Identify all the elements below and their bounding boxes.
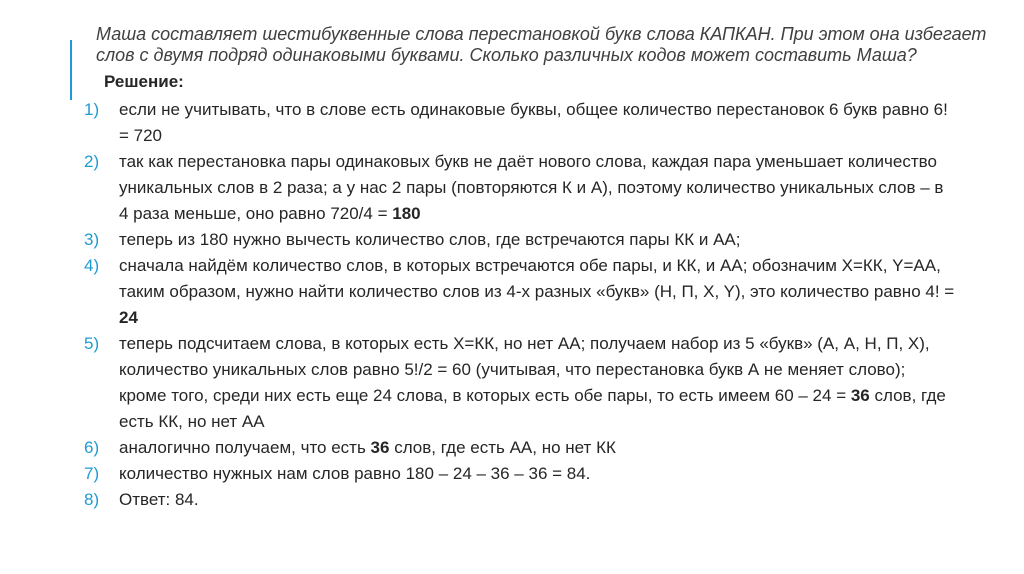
step-text: 4 раза меньше, оно равно 720/4 = <box>119 204 393 223</box>
step-number: 6) <box>84 438 100 457</box>
step-text-line <box>119 383 989 409</box>
task-statement <box>96 24 996 66</box>
step-text: слов, где есть АА, но нет КК <box>389 438 616 457</box>
step-8 <box>84 487 989 513</box>
step-result: 24 <box>119 308 138 327</box>
solution-steps <box>84 97 989 513</box>
solution-title: Решение: <box>104 72 184 91</box>
step-result: 36 <box>370 438 390 457</box>
step-number: 5) <box>84 334 100 353</box>
task-line: слов с двумя подряд одинаковыми буквами. Сколько различных кодов может составить Маша? <box>96 45 917 65</box>
task-line: Маша составляет шестибуквенные слова перестановкой букв слова КАПКАН. При этом она избегает <box>96 24 987 44</box>
step-text: если не учитывать, что в слове есть одинаковые буквы, общее количество перестановок 6 букв равно 6! <box>119 100 948 119</box>
step-text: слов, где <box>869 386 946 405</box>
step-text: количество нужных нам слов равно 180 – 24 – 36 – 36 = 84. <box>119 464 591 483</box>
step-number: 7) <box>84 464 100 483</box>
step-5 <box>84 331 989 435</box>
accent-bar <box>70 40 72 100</box>
step-text: кроме того, среди них есть еще 24 слова, в которых есть обе пары, то есть имеем 60 – 24 = <box>119 386 851 405</box>
step-text: теперь из 180 нужно вычесть количество слов, где встречаются пары КК и АА; <box>119 230 741 249</box>
step-text: уникальных слов в 2 раза; а у нас 2 пары (повторяются К и А), поэтому количество уникальных слов – в <box>119 178 944 197</box>
step-1 <box>84 97 989 149</box>
step-number: 2) <box>84 152 100 171</box>
step-text: есть КК, но нет АА <box>119 412 265 431</box>
step-text-line <box>119 201 989 227</box>
step-3 <box>84 227 989 253</box>
step-text: Ответ: 84. <box>119 490 199 509</box>
step-7 <box>84 461 989 487</box>
step-text: теперь подсчитаем слова, в которых есть X=КК, но нет АА; получаем набор из 5 «букв» (А, А, Н, П, X), <box>119 334 930 353</box>
step-text: аналогично получаем, что есть <box>119 438 371 457</box>
step-4 <box>84 253 989 331</box>
step-2 <box>84 149 989 227</box>
step-text: количество уникальных слов равно 5!/2 = 60 (учитывая, что перестановка букв А не меняет слово); <box>119 360 906 379</box>
step-number: 1) <box>84 100 100 119</box>
step-result: 180 <box>392 204 421 223</box>
step-text: = 720 <box>119 126 163 145</box>
step-number: 3) <box>84 230 100 249</box>
step-text: сначала найдём количество слов, в которых встречаются обе пары, и КК, и АА; обозначим X=КК, Y=АА, <box>119 256 941 275</box>
step-text: так как перестановка пары одинаковых букв не даёт нового слова, каждая пара уменьшает количество <box>119 152 937 171</box>
step-number: 8) <box>84 490 100 509</box>
step-result: 36 <box>850 386 870 405</box>
step-text-line <box>119 435 989 461</box>
step-text: таким образом, нужно найти количество слов из 4-х разных «букв» (Н, П, X, Y), это количество равно 4! = <box>119 282 955 301</box>
step-6 <box>84 435 989 461</box>
step-number: 4) <box>84 256 100 275</box>
